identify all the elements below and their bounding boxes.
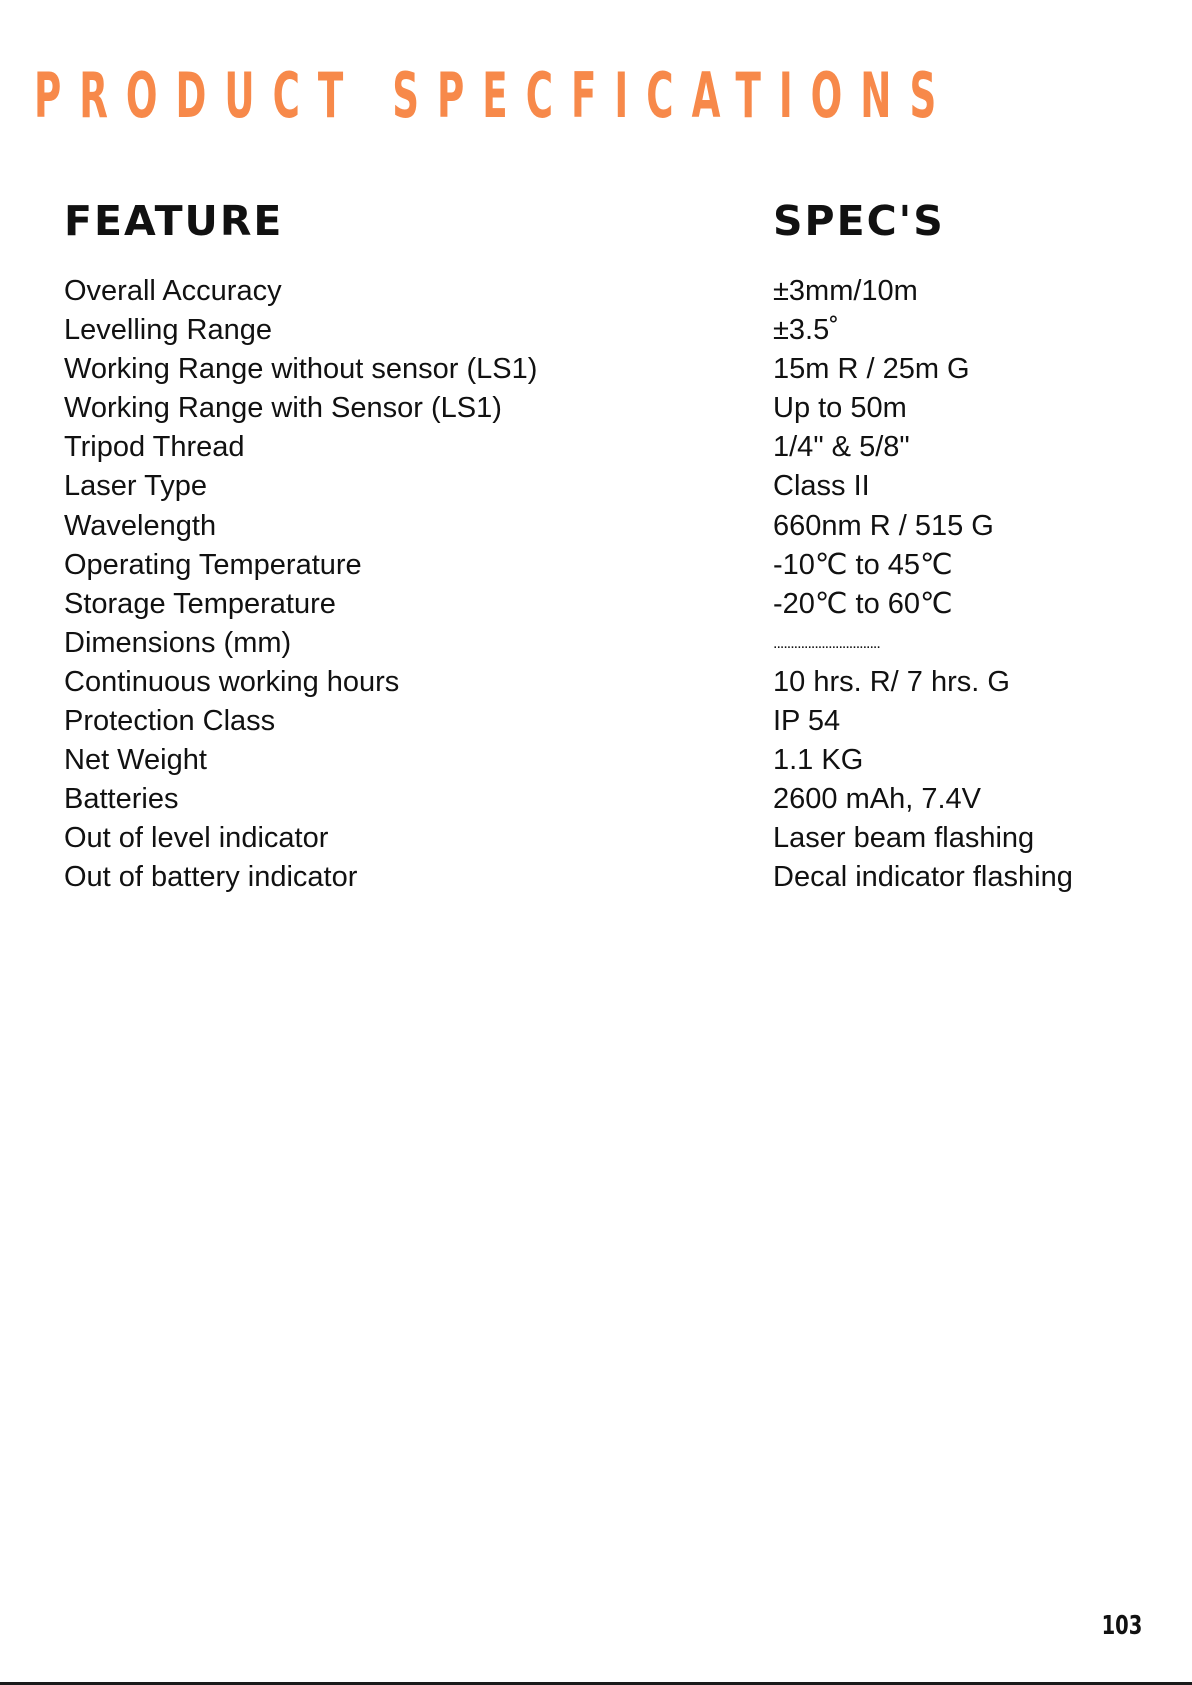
spec-row: [64, 702, 1164, 741]
feature-label: Out of battery indicator: [64, 861, 358, 894]
spec-row: [64, 624, 1164, 663]
spec-value: 10 hrs. R/ 7 hrs. G: [773, 665, 1010, 698]
spec-value: 1/4" & 5/8": [773, 431, 910, 464]
page-title: PRODUCT SPECFICATIONS: [34, 59, 955, 132]
feature-label: Protection Class: [64, 705, 276, 738]
spec-value: 2600 mAh, 7.4V: [773, 783, 981, 816]
spec-row: [64, 741, 1164, 780]
feature-label: Batteries: [64, 783, 179, 816]
spec-value: 15m R / 25m G: [773, 353, 970, 386]
feature-label: Storage Temperature: [64, 587, 336, 620]
spec-value: Class II: [773, 470, 870, 503]
spec-row: [64, 819, 1164, 858]
feature-label: Levelling Range: [64, 314, 272, 347]
spec-row: [64, 428, 1164, 467]
feature-label: Working Range with Sensor (LS1): [64, 392, 502, 425]
feature-label: Net Weight: [64, 744, 207, 777]
spec-value: 1.1 KG: [773, 744, 864, 777]
spec-value: IP 54: [773, 705, 841, 738]
spec-row: [64, 546, 1164, 585]
spec-column-header: SPEC'S: [773, 197, 945, 245]
spec-value: ±3.5˚: [773, 314, 839, 347]
spec-value: Decal indicator flashing: [773, 861, 1073, 894]
feature-label: Laser Type: [64, 470, 207, 503]
spec-row: [64, 389, 1164, 428]
feature-label: Tripod Thread: [64, 431, 245, 464]
spec-value: -10℃ to 45℃: [773, 548, 953, 581]
feature-label: Working Range without sensor (LS1): [64, 353, 538, 386]
spec-value: Up to 50m: [773, 392, 907, 425]
feature-label: Operating Temperature: [64, 548, 362, 581]
spec-value: Laser beam flashing: [773, 822, 1035, 855]
feature-label: Overall Accuracy: [64, 275, 282, 307]
spec-row: [64, 467, 1164, 506]
feature-label: Wavelength: [64, 509, 217, 542]
feature-label: Continuous working hours: [64, 665, 400, 698]
feature-column-header: FEATURE: [64, 197, 284, 245]
spec-row: [64, 663, 1164, 702]
spec-row: [64, 858, 1164, 897]
spec-table: [64, 272, 1164, 898]
spec-row: [64, 311, 1164, 350]
spec-value: ...............................: [773, 634, 880, 652]
spec-row: [64, 507, 1164, 546]
spec-value: 660nm R / 515 G: [773, 509, 994, 542]
spec-row: [64, 780, 1164, 819]
page-number: 103: [1101, 1611, 1142, 1641]
spec-value: ±3mm/10m: [773, 275, 918, 307]
spec-row: [64, 585, 1164, 624]
spec-row: [64, 272, 1164, 311]
spec-value: -20℃ to 60℃: [773, 587, 953, 620]
feature-label: Dimensions (mm): [64, 626, 292, 659]
feature-label: Out of level indicator: [64, 822, 329, 855]
spec-row: [64, 350, 1164, 389]
